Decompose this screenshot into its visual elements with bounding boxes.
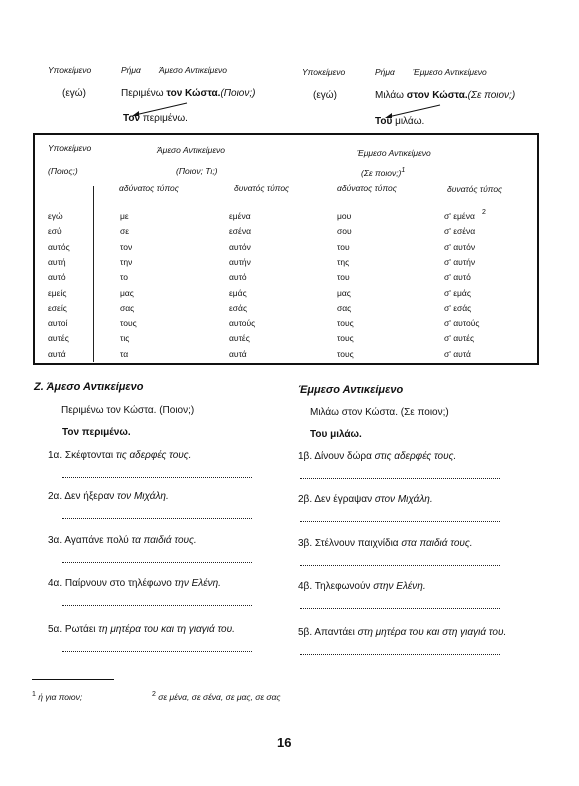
table-cell-dw: το	[120, 272, 128, 283]
table-cell-dw: τους	[120, 318, 137, 329]
answer-line[interactable]	[300, 654, 500, 655]
table-cell-iw: τους	[337, 318, 354, 329]
table-cell-iw: της	[337, 256, 350, 267]
table-indirect-question: (Σε ποιον;)$^1$	[361, 167, 406, 178]
table-cell-ds: αυτήν	[229, 256, 251, 267]
table-cell-ds: εμένα	[229, 211, 251, 221]
table-cell-dw: τα	[120, 348, 129, 359]
subject-pronoun: (εγώ)	[313, 90, 337, 101]
left-answer: Τον περιμένω.	[62, 427, 131, 438]
table-cell-s: αυτοί	[48, 318, 68, 329]
answer-line[interactable]	[62, 651, 252, 652]
table-cell-ds: αυτούς	[229, 318, 256, 329]
exercise-sentence-left: 3α. Αγαπάνε πολύ τα παιδιά τους.	[48, 535, 197, 546]
exercise-sentence-left: 4α. Παίρνουν στο τηλέφωνο την Ελένη.	[48, 578, 221, 589]
table-cell-ds: εσένα	[229, 226, 251, 237]
right-title: Έμμεσο Αντικείμενο	[298, 384, 404, 396]
table-cell-s: αυτός	[48, 241, 70, 252]
table-cell-s: εγώ	[48, 211, 63, 221]
col-weak-direct: αδύνατος τύπος	[119, 183, 179, 193]
col-strong-direct: δυνατός τύπος	[234, 183, 290, 193]
table-cell-s: εμείς	[48, 287, 67, 298]
table-cell-ds: εσάς	[229, 302, 248, 313]
table-cell-s: αυτή	[48, 256, 66, 267]
header-verb: Ρήμα	[375, 67, 395, 77]
example-answer: Του μιλάω.	[375, 116, 425, 127]
answer-line[interactable]	[62, 605, 252, 606]
footnote-1: $^1$ ή για ποιον;	[32, 691, 83, 702]
table-cell-is: σ' εμένα	[444, 211, 475, 221]
table-cell-is: σ' αυτές	[444, 333, 475, 344]
table-cell-s: εσείς	[48, 302, 67, 313]
table-cell-iw: σου	[337, 226, 352, 237]
col-weak-indirect: αδύνατος τύπος	[337, 183, 397, 193]
header-indirect-object: Έμμεσο Αντικείμενο	[413, 67, 487, 77]
answer-line[interactable]	[62, 518, 252, 519]
table-cell-ds: αυτά	[229, 348, 247, 359]
answer-line[interactable]	[300, 565, 500, 566]
table-cell-iw: τους	[337, 348, 354, 359]
exercise-sentence-left: 2α. Δεν ήξεραν τον Μιχάλη.	[48, 491, 169, 502]
table-cell-is: σ' αυτούς	[444, 318, 480, 329]
table-cell-dw: τον	[120, 241, 133, 252]
exercise-sentence-right: 5β. Απαντάει στη μητέρα του και στη γιαγιά του.	[298, 627, 507, 638]
exercise-sentence-left: 5α. Ρωτάει τη μητέρα του και τη γιαγιά του.	[48, 624, 235, 635]
example-answer: Τον περιμένω.	[123, 113, 188, 124]
table-cell-dw: με	[120, 211, 129, 221]
table-indirect-header: Έμμεσο Αντικείμενο	[357, 148, 431, 158]
table-cell-iw: μας	[337, 287, 351, 298]
table-cell-iw: μου	[337, 211, 352, 221]
example-sentence: Περιμένω τον Κώστα.(Ποιον;)	[121, 88, 256, 99]
answer-line[interactable]	[300, 521, 500, 522]
table-cell-is: σ' αυτά	[444, 348, 471, 359]
footnote-rule	[32, 679, 114, 680]
table-cell-iw: του	[337, 241, 350, 252]
table-cell-s: αυτά	[48, 348, 66, 359]
table-cell-s: αυτές	[48, 333, 69, 344]
table-cell-dw: την	[120, 256, 133, 267]
answer-line[interactable]	[300, 478, 500, 479]
table-cell-iw: του	[337, 272, 350, 283]
table-cell-ds: αυτές	[229, 333, 250, 344]
table-cell-is: σ' αυτόν	[444, 241, 476, 252]
page-number: 16	[277, 735, 292, 750]
table-direct-question: (Ποιον; Τι;)	[176, 166, 218, 176]
table-subject-header: Υποκείμενο	[48, 143, 92, 153]
answer-line[interactable]	[300, 608, 500, 609]
table-cell-dw: σε	[120, 226, 130, 237]
left-example: Περιμένω τον Κώστα. (Ποιον;)	[61, 405, 195, 416]
footnote-2: $^2$ σε μένα, σε σένα, σε μας, σε σας	[152, 691, 281, 702]
right-answer: Του μιλάω.	[310, 429, 362, 440]
right-example: Μιλάω στον Κώστα. (Σε ποιον;)	[310, 407, 449, 418]
col-strong-indirect: δυνατός τύπος	[447, 184, 503, 194]
table-subject-question: (Ποιος;)	[48, 166, 78, 176]
header-subject: Υποκείμενο	[302, 67, 346, 77]
table-cell-iw: σας	[337, 302, 352, 313]
exercise-sentence-right: 1β. Δίνουν δώρα στις αδερφές τους.	[298, 451, 457, 462]
table-cell-ds: αυτόν	[229, 241, 251, 252]
subject-pronoun: (εγώ)	[62, 88, 86, 99]
table-cell-dw: τις	[120, 333, 130, 344]
exercise-sentence-left: 1α. Σκέφτονται τις αδερφές τους.	[48, 450, 192, 461]
table-cell-dw: μας	[120, 287, 134, 298]
exercise-sentence-right: 4β. Τηλεφωνούν στην Ελένη.	[298, 581, 426, 592]
table-cell-iw: τους	[337, 333, 354, 344]
table-cell-is: σ' εμάς	[444, 287, 471, 298]
exercise-sentence-right: 3β. Στέλνουν παιχνίδια στα παιδιά τους.	[298, 538, 473, 549]
example-sentence: Μιλάω στον Κώστα.(Σε ποιον;)	[375, 90, 516, 101]
table-cell-is: σ' εσένα	[444, 226, 476, 237]
table-cell-is: σ' αυτήν	[444, 256, 476, 267]
table-cell-is: σ' εσάς	[444, 302, 472, 313]
table-divider	[93, 186, 94, 362]
answer-line[interactable]	[62, 477, 252, 478]
answer-line[interactable]	[62, 562, 252, 563]
table-cell-dw: σας	[120, 302, 135, 313]
header-direct-object: Άμεσο Αντικείμενο	[159, 65, 228, 75]
table-cell-s: εσύ	[48, 226, 62, 237]
exercise-label: Ζ. Άμεσο Αντικείμενο	[34, 381, 144, 393]
header-subject: Υποκείμενο	[48, 65, 92, 75]
table-direct-header: Άμεσο Αντικείμενο	[157, 145, 226, 155]
table-cell-s: αυτό	[48, 272, 66, 283]
table-cell-ds: εμάς	[229, 287, 247, 298]
table-cell-is: σ' αυτό	[444, 272, 471, 283]
exercise-sentence-right: 2β. Δεν έγραψαν στον Μιχάλη.	[298, 494, 433, 505]
header-verb: Ρήμα	[121, 65, 141, 75]
table-cell-ds: αυτό	[229, 272, 247, 283]
